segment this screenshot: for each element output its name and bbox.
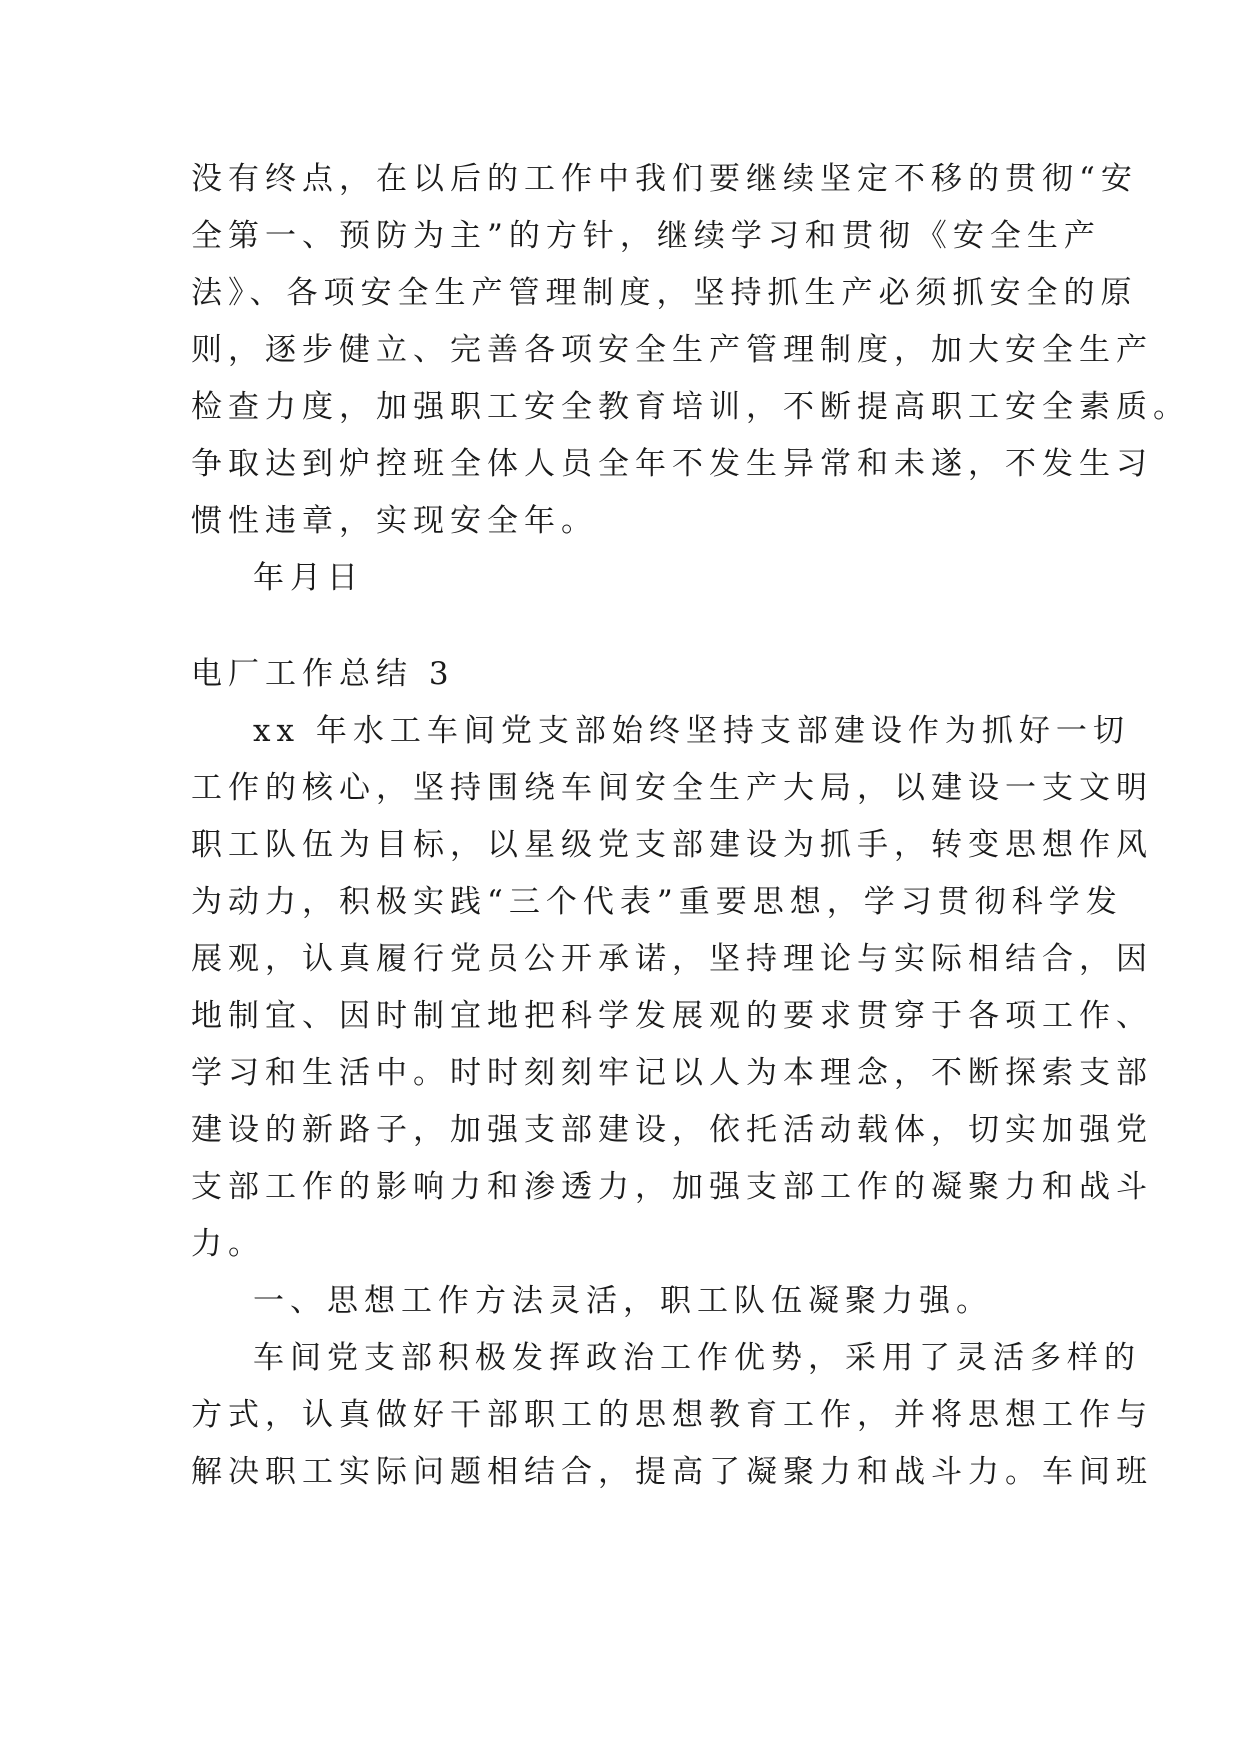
paragraph-line: 惯性违章，实现安全年。 (191, 503, 598, 539)
paragraph-line: 解决职工实际问题相结合，提高了凝聚力和战斗力。车间班 (191, 1454, 1153, 1490)
paragraph-line: 车间党支部积极发挥政治工作优势，采用了灵活多样的 (253, 1340, 1141, 1376)
paragraph-line: 全第一、预防为主”的方针，继续学习和贯彻《安全生产 (191, 218, 1101, 254)
paragraph-line: 争取达到炉控班全体人员全年不发生异常和未遂，不发生习 (191, 446, 1153, 482)
paragraph-line: 力。 (191, 1226, 265, 1262)
paragraph-line: 方式，认真做好干部职工的思想教育工作，并将思想工作与 (191, 1397, 1153, 1433)
subheading-line: 一、思想工作方法灵活，职工队伍凝聚力强。 (253, 1283, 993, 1319)
paragraph-line: 检查力度，加强职工安全教育培训，不断提高职工安全素质。 (191, 389, 1190, 425)
paragraph-line: 职工队伍为目标，以星级党支部建设为抓手，转变思想作风 (191, 827, 1153, 863)
paragraph-line: xx 年水工车间党支部始终坚持支部建设作为抓好一切 (253, 713, 1130, 749)
paragraph-line: 展观，认真履行党员公开承诺，坚持理论与实际相结合，因 (191, 941, 1153, 977)
paragraph-line: 建设的新路子，加强支部建设，依托活动载体，切实加强党 (191, 1112, 1153, 1148)
paragraph-line: 法》、各项安全生产管理制度，坚持抓生产必须抓安全的原 (191, 275, 1138, 311)
date-line: 年月日 (253, 560, 364, 596)
paragraph-line: 则，逐步健立、完善各项安全生产管理制度，加大安全生产 (191, 332, 1153, 368)
paragraph-line: 工作的核心，坚持围绕车间安全生产大局，以建设一支文明 (191, 770, 1153, 806)
paragraph-line: 没有终点，在以后的工作中我们要继续坚定不移的贯彻“安 (191, 161, 1138, 197)
paragraph-line: 支部工作的影响力和渗透力，加强支部工作的凝聚力和战斗 (191, 1169, 1153, 1205)
paragraph-line: 学习和生活中。时时刻刻牢记以人为本理念，不断探索支部 (191, 1055, 1153, 1091)
section-heading: 电厂工作总结 3 (191, 656, 455, 692)
paragraph-line: 为动力，积极实践“三个代表”重要思想，学习贯彻科学发 (191, 884, 1123, 920)
paragraph-line: 地制宜、因时制宜地把科学发展观的要求贯穿于各项工作、 (191, 998, 1153, 1034)
